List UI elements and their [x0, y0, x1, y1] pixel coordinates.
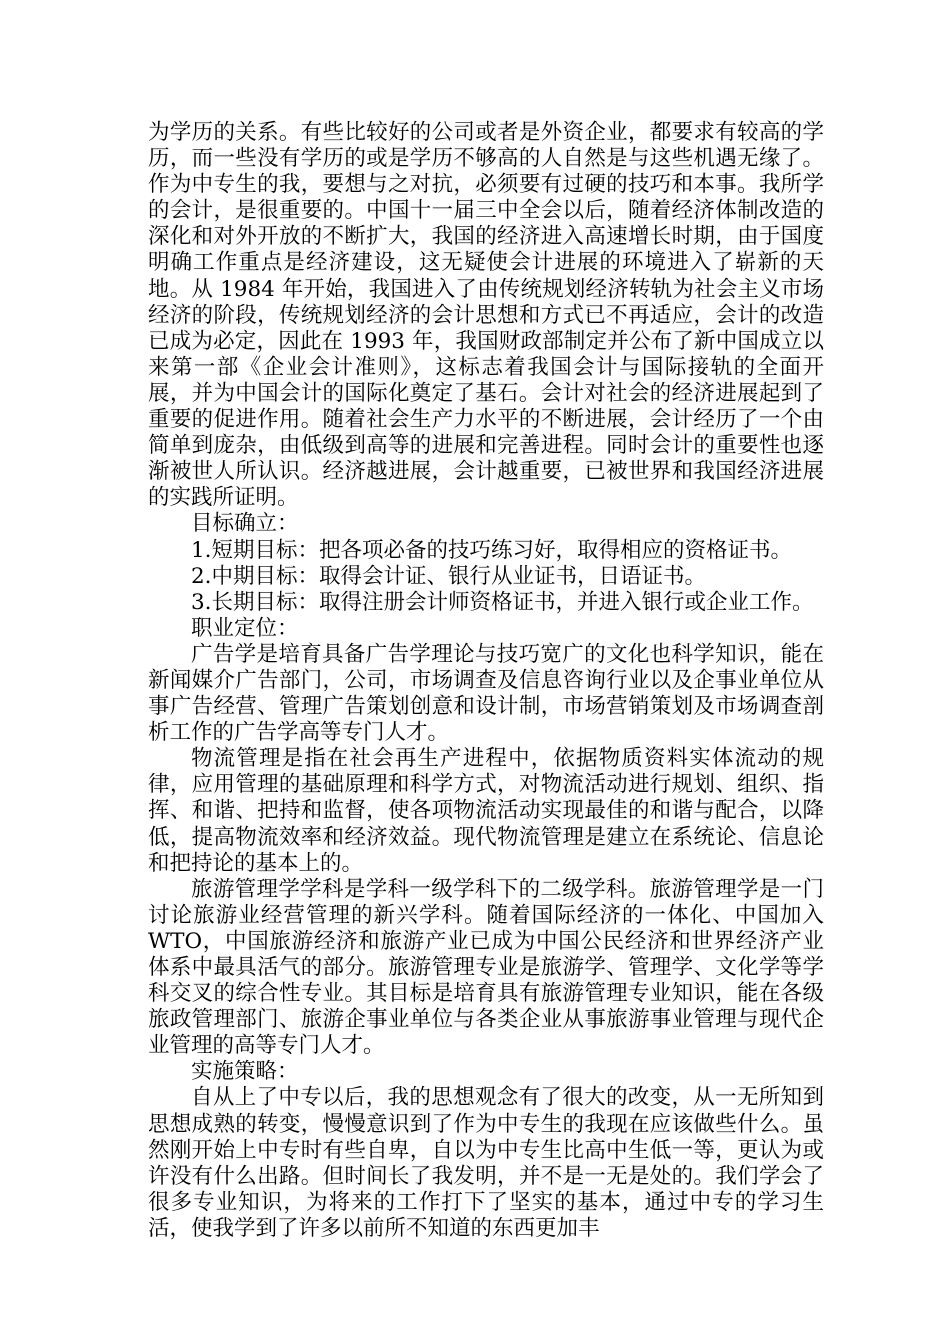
heading-career-positioning: 职业定位：: [191, 615, 299, 641]
goal-long-term: 3.长期目标：取得注册会计师资格证书，并进入银行或企业工作。: [191, 589, 814, 615]
document-body: [148, 120, 824, 1242]
goal-short-term: 1.短期目标：把各项必备的技巧练习好，取得相应的资格证书。: [191, 537, 793, 563]
paragraph-advertising: 广告学是培育具备广告学理论与技巧宽广的文化也科学知识，能在新闻媒介广告部门，公司，市场调查及信息咨询行业以及企事业单位从事广告经营、管理广告策划创意和设计制，市场营销策划及市场调查剖析工作的广告学高等专门人才。: [148, 641, 824, 746]
paragraph-personal-growth: 自从上了中专以后，我的思想观念有了很大的改变，从一无所知到思想成熟的转变，慢慢意识到了作为中专生的我现在应该做些什么。虽然刚开始上中专时有些自卑，自以为中专生比高中生低一等，更认为或许没有什么出路。但时间长了我发明，并不是一无是处的。我们学会了很多专业知识，为将来的工作打下了坚实的基本，通过中专的学习生活，使我学到了许多以前所不知道的东西更加丰: [148, 1085, 824, 1241]
paragraph-tourism: 旅游管理学学科是学科一级学科下的二级学科。旅游管理学是一门讨论旅游业经营管理的新兴学科。随着国际经济的一体化、中国加入 WTO，中国旅游经济和旅游产业已成为中国公民经济和世界经济产业体系中最具活气的部分。旅游管理专业是旅游学、管理学、文化学等学科交叉的综合性专业。其目标是培育具有旅游管理专业知识，能在各级旅政管理部门、旅游企事业单位与各类企业从事旅游事业管理与现代企业管理的高等专门人才。: [148, 876, 824, 1059]
heading-implementation-strategy: 实施策略：: [191, 1059, 299, 1085]
paragraph-accounting-importance: 为学历的关系。有些比较好的公司或者是外资企业，都要求有较高的学历，而一些没有学历的或是学历不够高的人自然是与这些机遇无缘了。作为中专生的我，要想与之对抗，必须要有过硬的技巧和本事。我所学的会计，是很重要的。中国十一届三中全会以后，随着经济体制改造的深化和对外开放的不断扩大，我国的经济进入高速增长时期，由于国度明确工作重点是经济建设，这无疑使会计进展的环境进入了崭新的天地。从 1984 年开始，我国进入了由传统规划经济转轨为社会主义市场经济的阶段，传统规划经济的会计思想和方式已不再适应，会计的改造已成为必定，因此在 1993 年，我国财政部制定并公布了新中国成立以来第一部《企业会计准则》，这标志着我国会计与国际接轨的全面开展，并为中国会计的国际化奠定了基石。会计对社会的经济进展起到了重要的促进作用。随着社会生产力水平的不断进展，会计经历了一个由简单到庞杂，由低级到高等的进展和完善进程。同时会计的重要性也逐渐被世人所认识。经济越进展，会计越重要，已被世界和我国经济进展的实践所证明。: [148, 120, 824, 511]
goal-mid-term: 2.中期目标：取得会计证、银行从业证书，日语证书。: [191, 563, 707, 589]
paragraph-logistics: 物流管理是指在社会再生产进程中，依据物质资料实体流动的规律，应用管理的基础原理和科学方式，对物流活动进行规划、组织、指挥、和谐、把持和监督，使各项物流活动实现最佳的和谐与配合，以降低，提高物流效率和经济效益。现代物流管理是建立在系统论、信息论和把持论的基本上的。: [148, 746, 824, 876]
heading-goal-setting: 目标确立：: [191, 511, 299, 537]
